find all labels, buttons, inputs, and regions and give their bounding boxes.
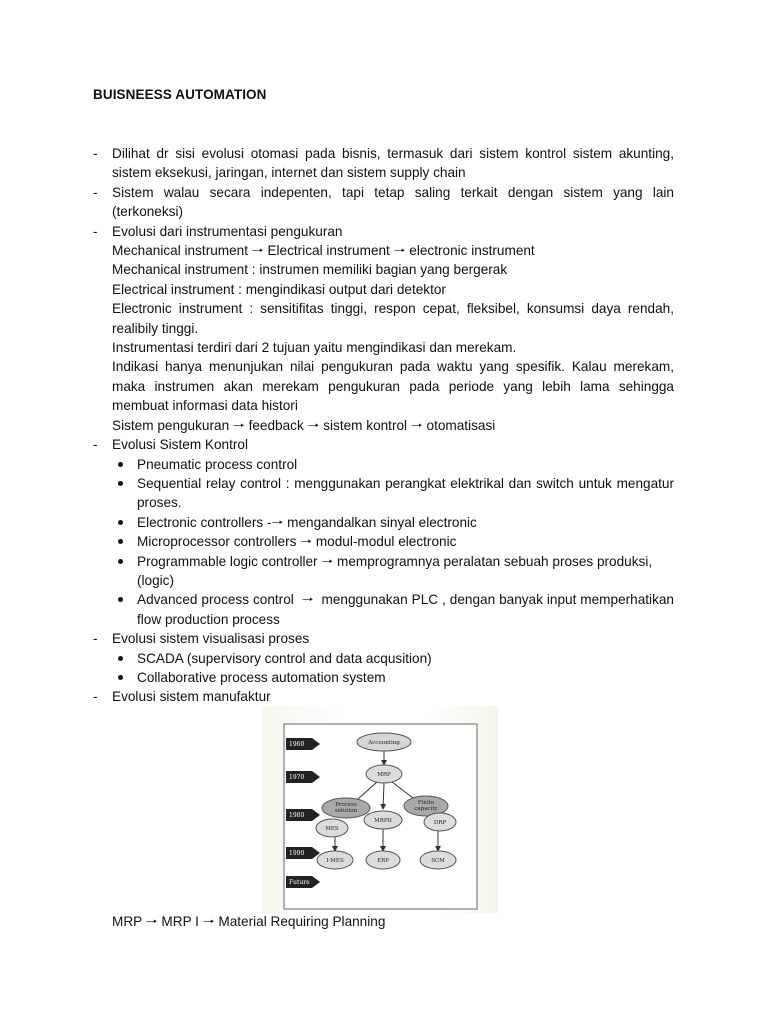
bullet-item: Advanced process control 🠒 menggunakan PLC , dengan banyak input memperhatikan flow production process (112, 590, 674, 629)
bullet-item: SCADA (supervisory control and data acqusition) (112, 649, 674, 668)
list-item (93, 687, 674, 706)
manufacturing-evolution-figure (262, 706, 498, 913)
list-item (93, 144, 674, 183)
list-item (93, 183, 674, 222)
mechanical-definition: Mechanical instrument : instrumen memiliki bagian yang bergerak (112, 262, 508, 278)
bullet-icon (118, 520, 123, 525)
dash-marker: - (93, 689, 98, 705)
svg-text:1980: 1980 (289, 812, 305, 819)
arrow-icon: 🠒 (393, 243, 406, 259)
svg-text:Finite: Finite (417, 800, 435, 806)
svg-text:I-MES: I-MES (326, 858, 344, 864)
arrow-icon: 🠒 (271, 514, 284, 530)
bullet-item: Electronic controllers -🠒 mengandalkan sinyal electronic (112, 513, 674, 532)
dash-marker: - (93, 631, 98, 647)
document-body (93, 144, 674, 707)
svg-text:SCM: SCM (431, 858, 445, 864)
item-text: Dilihat dr sisi evolusi otomasi pada bisnis, termasuk dari sistem kontrol sistem akunting, sistem eksekusi, jaringan, internet dan sistem supply chain (112, 146, 674, 181)
item-heading: Evolusi Sistem Kontrol (112, 437, 248, 453)
bullet-icon (118, 675, 123, 680)
svg-text:MES: MES (325, 826, 339, 832)
node-mrp (366, 765, 402, 783)
node-scm (420, 851, 456, 869)
arrow-icon: 🠒 (307, 417, 320, 433)
bullet-icon (118, 462, 123, 467)
list-item (93, 629, 674, 687)
svg-text:1960: 1960 (289, 741, 305, 748)
node-imes (317, 851, 353, 869)
svg-text:Process­: Process (335, 802, 357, 808)
item-heading: Evolusi sistem manufaktur (112, 689, 271, 705)
electronic-definition: Electronic instrument : sensitifitas tinggi, respon cepat, fleksibel, konsumsi daya rendah, realibily tinggi. (112, 301, 674, 336)
svg-text:solution: solution (334, 808, 358, 814)
item-heading: Evolusi sistem visualisasi proses (112, 631, 310, 647)
svg-text:1970: 1970 (289, 774, 305, 781)
indication-paragraph: Indikasi hanya menunjukan nilai pengukuran pada waktu yang spesifik. Kalau merekam, maka instrumen akan merekam pengukuran pada periode yang lebih lama sehingga membuat informasi data histori (112, 359, 674, 414)
svg-text:1990: 1990 (289, 850, 305, 857)
node-mes (316, 819, 348, 837)
dash-marker: - (93, 146, 98, 161)
bullet-icon (118, 559, 123, 564)
node-mrpii (364, 811, 402, 829)
svg-text:Future: Future (289, 879, 310, 886)
node-drp (424, 813, 456, 831)
dash-marker: - (93, 184, 98, 200)
item-heading: Evolusi dari instrumentasi pengukuran (112, 223, 343, 239)
bullet-icon (118, 656, 123, 661)
figure-caption: MRP 🠒 MRP I 🠒 Material Requiring Planning (112, 914, 386, 929)
node-accounting (357, 733, 411, 751)
svg-text:capacity: capacity (414, 806, 438, 812)
manufacturing-evolution-diagram (262, 706, 498, 913)
bullet-icon (118, 481, 123, 486)
arrow-icon: 🠒 (251, 243, 264, 259)
page-title: BUISNEESS AUTOMATION (93, 87, 267, 102)
instrumentation-purpose: Instrumentasi terdiri dari 2 tujuan yaitu mengindikasi dan merekam. (112, 340, 517, 356)
control-evolution-list (112, 455, 674, 630)
bullet-item: Sequential relay control : menggunakan perangkat elektrikal dan switch untuk mengatur proses. (112, 474, 674, 513)
svg-text:Accounting: Accounting (368, 740, 400, 746)
list-item (93, 435, 674, 629)
bullet-icon (118, 539, 123, 544)
arrow-icon: 🠒 (410, 417, 423, 433)
arrow-icon: 🠒 (145, 914, 158, 929)
svg-text:MRPII: MRPII (374, 818, 392, 824)
arrow-icon: 🠒 (300, 534, 313, 550)
bullet-item: Programmable logic controller 🠒 memprogramnya peralatan sebuah proses produksi, (logic) (112, 552, 674, 591)
svg-text:MRP: MRP (377, 772, 391, 778)
measurement-chain-line: Sistem pengukuran 🠒 feedback 🠒 sistem kontrol 🠒 otomatisasi (112, 417, 496, 433)
bullet-item: Microprocessor controllers 🠒 modul-modul electronic (112, 532, 674, 551)
node-process-solution (322, 798, 370, 818)
arrow-icon: 🠒 (321, 553, 334, 569)
list-item (93, 222, 674, 435)
arrow-icon: 🠒 (202, 914, 215, 929)
arrow-icon: 🠒 (232, 417, 245, 433)
instrument-evolution-line: Mechanical instrument 🠒 Electrical instrument 🠒 electronic instrument (112, 243, 535, 259)
electrical-definition: Electrical instrument : mengindikasi output dari detektor (112, 281, 446, 297)
bullet-icon (118, 597, 123, 602)
svg-text:ERP: ERP (377, 858, 389, 864)
svg-text:DRP: DRP (433, 820, 447, 826)
dash-marker: - (93, 223, 98, 239)
node-erp (366, 851, 400, 869)
bullet-item: Pneumatic process control (112, 455, 674, 474)
item-text: Sistem walau secara indepenten, tapi tetap saling terkait dengan sistem yang lain (terkoneksi) (112, 184, 674, 220)
arrow-icon: 🠒 (301, 592, 314, 608)
visualization-list (112, 649, 674, 688)
bullet-item: Collaborative process automation system (112, 668, 674, 687)
dash-marker: - (93, 437, 98, 453)
